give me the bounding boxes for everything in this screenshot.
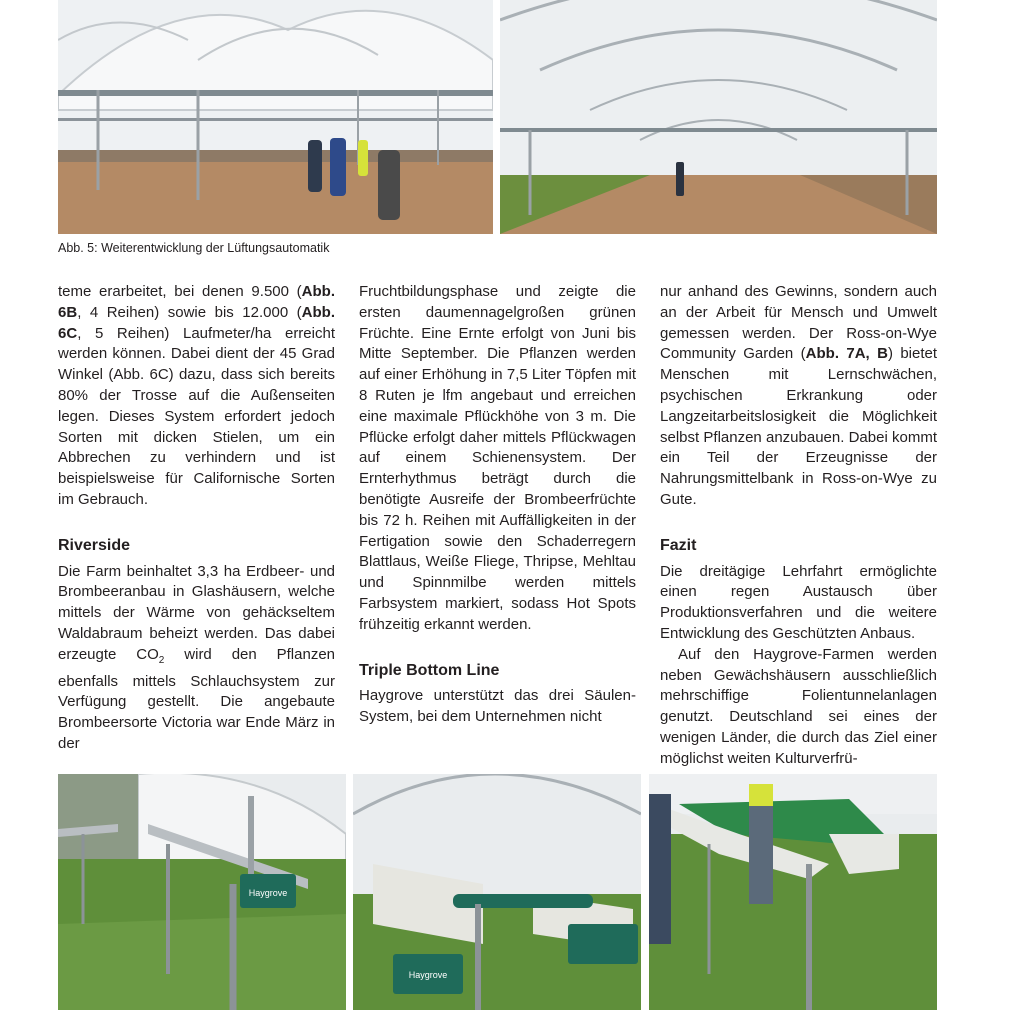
- figure-reference: Abb. 7A, B: [805, 345, 888, 363]
- photo-tunnel-left: [58, 0, 493, 234]
- paragraph: [58, 562, 335, 755]
- paragraph: Haygrove unterstützt das drei Säulen-System, bei dem Unternehmen nicht: [359, 687, 636, 726]
- paragraph-text: wird den Pflanzen ebenfalls mittels Schlauchsystem zur Verfügung gestellt. Die angebaute Brombeersorte Victoria war Ende März in der: [58, 645, 336, 752]
- paragraph: Fruchtbildungsphase und zeigte die ersten daumennagelgroßen grünen Früchte. Eine Ernte erfolgt von Juni bis Mitte September. Die Pflanzen werden auf einer Erhöhung in 7,5 Liter Töpfen mit 8 Ruten je lfm angebaut und erreichen eine maximale Pflückhöhe von 3 m. Die Pflücke erfolgt daher mittels Pflückwagen auf einem Schienensystem. Der Ernterhythmus beträgt durch die benötigte Ausreife der Brombeerfrüchte bis 72 h. Reihen mit Auffälligkeiten in der Fertigation sowie den Schaderregern Blattlaus, Weiße Fliege, Thripse, Mehltau und Spinnmilbe werden mittels Farbsystem markiert, sodass Hot Spots frühzeitig erkannt werden.: [359, 283, 636, 633]
- paragraph-text: nur anhand des Gewinns, sondern auch an der Arbeit für Mensch und Umwelt gemessen werden. Der Ross-on-Wye Community Garden (: [660, 283, 937, 363]
- photo-gutter-system-b: [353, 774, 641, 1010]
- paragraph-text: Die Farm beinhaltet 3,3 ha Erdbeer- und Brombeeranbau in Glashäusern, welche mittels der Wärme von gehäckseltem Waldabraum beheizt werden. Das dabei erzeugte CO: [58, 562, 335, 663]
- text-column-3: [660, 282, 937, 770]
- paragraph-text: ) bietet Menschen mit Lernschwächen, psychischen Erkrankung oder Langzeitarbeitslosigkeit die Möglichkeit selbst Pflanzen anzubauen. Dabei kommt ein Teil der Erzeugnisse der Nahrungsmittelbank in Ross-on-Wye zu Gute.: [660, 345, 938, 508]
- paragraph: Die dreitägige Lehrfahrt ermöglichte einen regen Austausch über Produktionsverfahren und die weitere Entwicklung des Geschützten Anbaus.: [660, 562, 937, 642]
- photo-gutter-system-a: [58, 774, 346, 1010]
- text-column-2: [359, 282, 636, 728]
- text-column-1: [58, 282, 335, 755]
- brand-label: Haygrove: [408, 970, 448, 980]
- figure-caption-abb5: Abb. 5: Weiterentwicklung der Lüftungsautomatik: [58, 241, 330, 255]
- section-heading-fazit: Fazit: [660, 536, 697, 554]
- paragraph: Auf den Haygrove-Farmen werden neben Gewächshäusern ausschließlich mehrschiffige Folientunnelanlagen genutzt. Deutschland sei eines der wenigen Länder, die durch das Ziel einer möglichst weiten Kulturverfrü-: [660, 645, 937, 767]
- paragraph-text: teme erarbeitet, bei denen 9.500 (Abb. 6B, 4 Reihen) sowie bis 12.000 (Abb. 6C, 5 Reihen) Laufmeter/ha erreicht werden können. Dabei dient der 45 Grad Winkel (Abb. 6C) dazu, dass sich bereits 80% der Trosse auf die Außenseiten legen. Dieses System erfordert jedoch Sorten mit dicken Stielen, um ein Abbrechen zu verhindern und ist beispielsweise für Californische Sorten im Gebrauch.: [58, 283, 335, 508]
- subscript: 2: [158, 654, 165, 666]
- photo-tunnel-right: [500, 0, 937, 234]
- figure-reference: Abb. 6B: [58, 283, 335, 321]
- paragraph: [58, 282, 335, 511]
- section-heading-triple-bottom-line: Triple Bottom Line: [359, 661, 500, 679]
- brand-label: Haygrove: [248, 888, 288, 898]
- paragraph: [660, 282, 937, 511]
- section-heading-riverside: Riverside: [58, 536, 131, 554]
- photo-substrate-bags: [649, 774, 937, 1010]
- figure-reference: Abb. 6C: [58, 303, 335, 342]
